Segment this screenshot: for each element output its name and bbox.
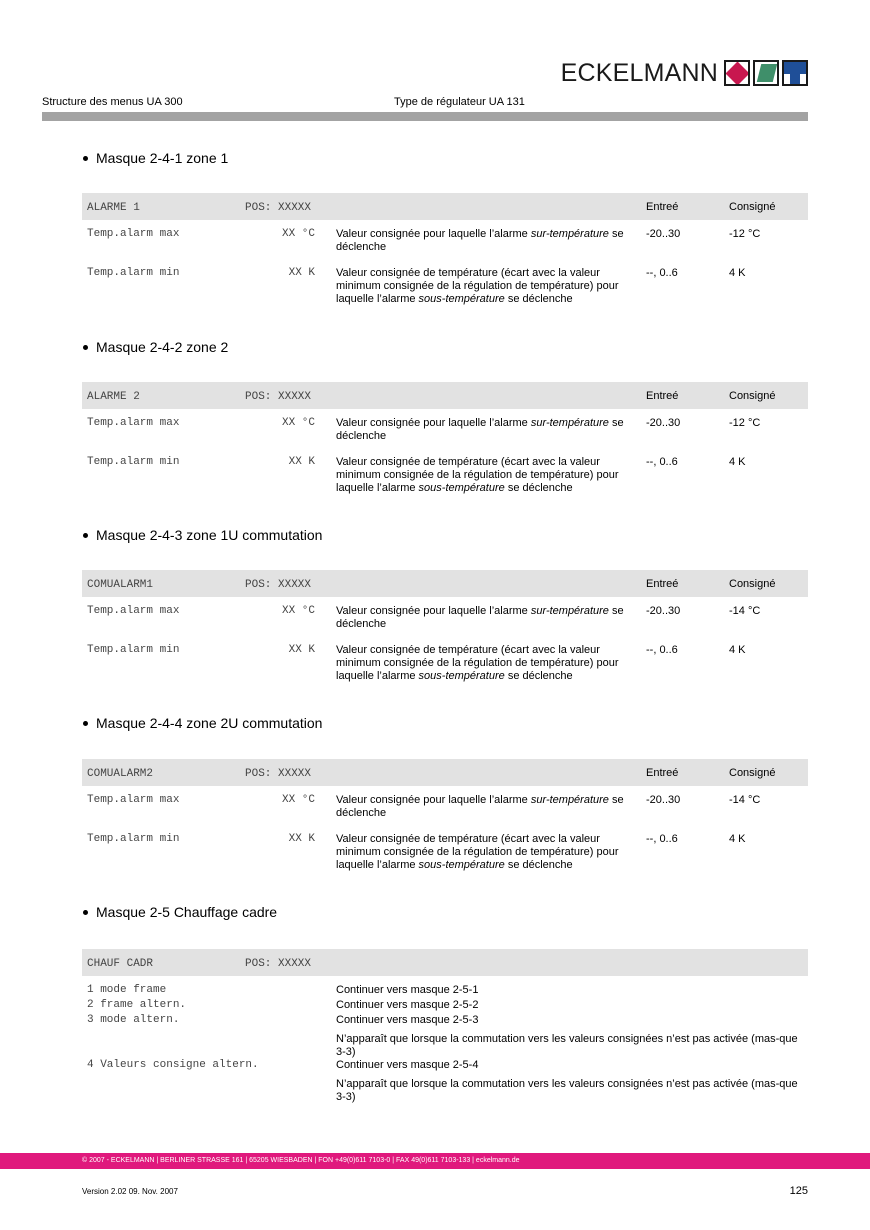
param-name: Temp.alarm min — [87, 267, 180, 279]
param-consigne: -12 °C — [729, 228, 761, 240]
section-masque-2-4-4 — [82, 715, 808, 871]
table-header — [82, 759, 808, 786]
section-title: Masque 2-4-2 zone 2 — [82, 339, 808, 355]
col-consigne: Consigné — [729, 578, 776, 590]
parameter-table — [82, 382, 808, 494]
logo-mark — [724, 60, 808, 86]
param-value: XX °C — [281, 228, 315, 240]
param-entree: -20..30 — [646, 228, 681, 240]
bullet-icon — [83, 345, 88, 350]
menu-description: Continuer vers masque 2-5-1 — [336, 984, 479, 996]
param-entree: -20..30 — [646, 794, 681, 806]
mask-name: COMUALARM1 — [87, 579, 154, 591]
mask-pos: POS: XXXXX — [245, 579, 312, 591]
footer-contact-bar: © 2007 - ECKELMANN | BERLINER STRASSE 161 | 65205 WIESBADEN | FON +49(0)611 7103-0 | FAX 49(0)611 7103-133 | eckelmann.de — [0, 1153, 870, 1169]
table-header — [82, 382, 808, 409]
col-entree: Entreé — [646, 201, 679, 213]
section-title: Masque 2-4-4 zone 2U commutation — [82, 715, 808, 731]
param-value: XX °C — [281, 605, 315, 617]
table-header — [82, 570, 808, 597]
param-consigne: 4 K — [729, 456, 746, 468]
page-number: 125 — [789, 1185, 808, 1197]
param-consigne: -14 °C — [729, 605, 761, 617]
bullet-icon — [83, 721, 88, 726]
mask-name: CHAUF CADR — [87, 958, 154, 970]
param-consigne: -14 °C — [729, 794, 761, 806]
logo-green-shape-icon — [753, 60, 779, 86]
param-description: Valeur consignée de température (écart avec la valeur minimum consignée de la régulation de température) pour laquelle l’alarme sous-température se déclenche — [336, 267, 619, 305]
mask-pos: POS: XXXXX — [245, 202, 312, 214]
header-divider — [42, 112, 808, 121]
section-title: Masque 2-5 Chauffage cadre — [82, 904, 808, 920]
param-name: Temp.alarm max — [87, 417, 180, 429]
param-value: XX K — [288, 833, 315, 845]
param-name: Temp.alarm min — [87, 833, 180, 845]
param-name: Temp.alarm max — [87, 794, 180, 806]
col-consigne: Consigné — [729, 201, 776, 213]
parameter-table — [82, 193, 808, 305]
param-description: Valeur consignée de température (écart avec la valeur minimum consignée de la régulation de température) pour laquelle l’alarme sous-température se déclenche — [336, 456, 619, 494]
param-value: XX K — [288, 456, 315, 468]
col-entree: Entreé — [646, 578, 679, 590]
eckelmann-logo — [561, 56, 808, 90]
brand-name: ECKELMANN — [560, 58, 718, 87]
param-value: XX °C — [281, 417, 315, 429]
mask-pos: POS: XXXXX — [245, 958, 312, 970]
param-entree: --, 0..6 — [646, 456, 678, 468]
param-value: XX K — [288, 267, 315, 279]
menu-note: N’apparaît que lorsque la commutation vers les valeurs consignées n’est pas activée (mas-que 3-3) — [336, 1078, 798, 1103]
menu-table — [82, 949, 808, 1103]
param-description: Valeur consignée pour laquelle l’alarme sur-température se déclenche — [336, 228, 624, 253]
menu-description: Continuer vers masque 2-5-4 N’apparaît que lorsque la commutation vers les valeurs consignées n’est pas activée (mas-que 3-3) — [336, 1059, 806, 1104]
section-masque-2-4-2 — [82, 339, 808, 494]
section-masque-2-4-1 — [82, 150, 808, 305]
table-header — [82, 949, 808, 976]
header-middle-title: Type de régulateur UA 131 — [394, 96, 525, 108]
section-title: Masque 2-4-3 zone 1U commutation — [82, 527, 808, 543]
param-entree: -20..30 — [646, 605, 681, 617]
param-name: Temp.alarm max — [87, 605, 180, 617]
menu-item: 4 Valeurs consigne altern. — [87, 1059, 259, 1071]
param-name: Temp.alarm max — [87, 228, 180, 240]
param-description: Valeur consignée pour laquelle l’alarme sur-température se déclenche — [336, 605, 624, 630]
table-header — [82, 193, 808, 220]
param-description: Valeur consignée pour laquelle l’alarme sur-température se déclenche — [336, 794, 624, 819]
mask-pos: POS: XXXXX — [245, 391, 312, 403]
col-entree: Entreé — [646, 767, 679, 779]
col-entree: Entreé — [646, 390, 679, 402]
param-name: Temp.alarm min — [87, 456, 180, 468]
param-consigne: 4 K — [729, 644, 746, 656]
mask-name: COMUALARM2 — [87, 768, 154, 780]
menu-item: 3 mode altern. — [87, 1014, 180, 1026]
parameter-table — [82, 759, 808, 871]
param-entree: --, 0..6 — [646, 644, 678, 656]
param-name: Temp.alarm min — [87, 644, 180, 656]
param-description: Valeur consignée pour laquelle l’alarme sur-température se déclenche — [336, 417, 624, 442]
menu-note: N’apparaît que lorsque la commutation vers les valeurs consignées n’est pas activée (mas-que 3-3) — [336, 1033, 798, 1058]
logo-blue-t-icon — [782, 60, 808, 86]
param-description: Valeur consignée de température (écart avec la valeur minimum consignée de la régulation de température) pour laquelle l’alarme sous-température se déclenche — [336, 833, 619, 871]
bullet-icon — [83, 533, 88, 538]
mask-name: ALARME 1 — [87, 202, 140, 214]
version-info: Version 2.02 09. Nov. 2007 — [82, 1187, 178, 1196]
parameter-table — [82, 570, 808, 682]
menu-description: Continuer vers masque 2-5-3 N’apparaît que lorsque la commutation vers les valeurs consignées n’est pas activée (mas-que 3-3) — [336, 1014, 806, 1059]
menu-description: Continuer vers masque 2-5-2 — [336, 999, 479, 1011]
param-consigne: -12 °C — [729, 417, 761, 429]
param-consigne: 4 K — [729, 833, 746, 845]
menu-item: 2 frame altern. — [87, 999, 187, 1011]
param-value: XX K — [288, 644, 315, 656]
mask-pos: POS: XXXXX — [245, 768, 312, 780]
logo-red-diamond-icon — [724, 60, 750, 86]
bullet-icon — [83, 156, 88, 161]
header-left-title: Structure des menus UA 300 — [42, 96, 183, 108]
mask-name: ALARME 2 — [87, 391, 140, 403]
bullet-icon — [83, 910, 88, 915]
param-description: Valeur consignée de température (écart avec la valeur minimum consignée de la régulation de température) pour laquelle l’alarme sous-température se déclenche — [336, 644, 619, 682]
section-title: Masque 2-4-1 zone 1 — [82, 150, 808, 166]
param-value: XX °C — [281, 794, 315, 806]
menu-item: 1 mode frame — [87, 984, 167, 996]
param-consigne: 4 K — [729, 267, 746, 279]
param-entree: -20..30 — [646, 417, 681, 429]
col-consigne: Consigné — [729, 767, 776, 779]
param-entree: --, 0..6 — [646, 833, 678, 845]
section-masque-2-5 — [82, 904, 808, 1103]
section-masque-2-4-3 — [82, 527, 808, 682]
param-entree: --, 0..6 — [646, 267, 678, 279]
col-consigne: Consigné — [729, 390, 776, 402]
